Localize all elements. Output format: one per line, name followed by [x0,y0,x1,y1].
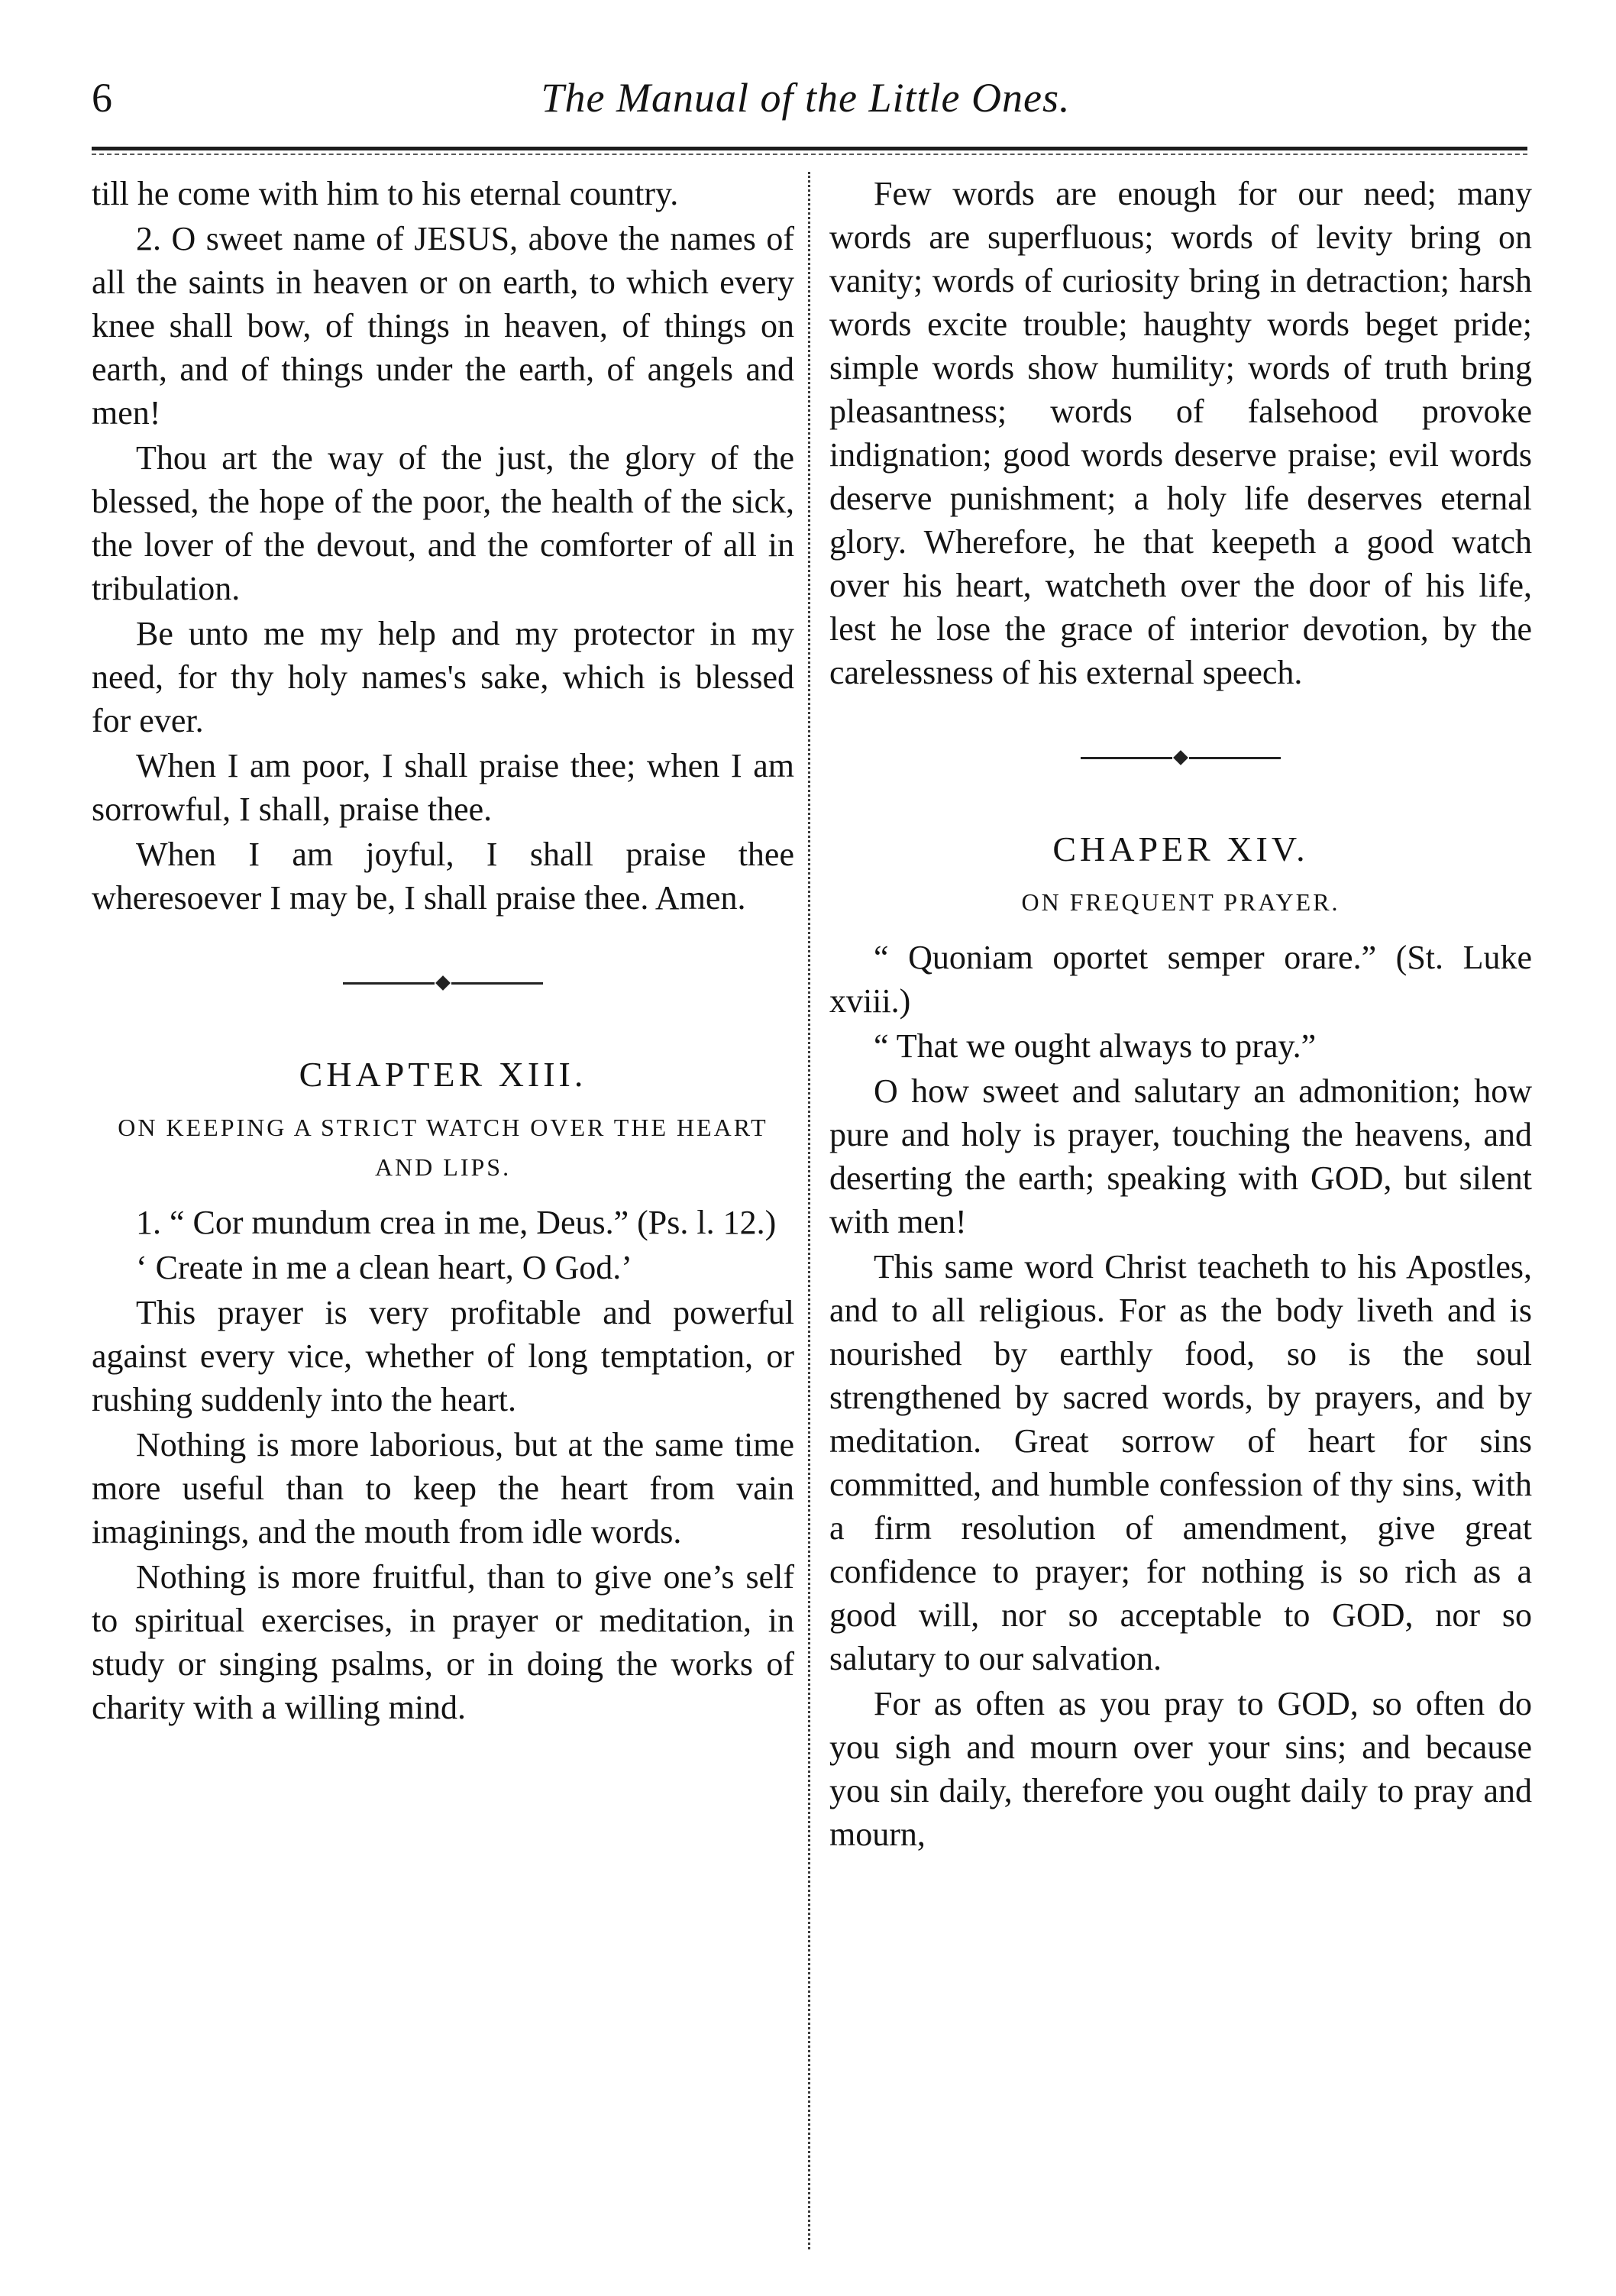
paragraph: When I am joyful, I shall praise thee wheresoever I may be, I shall praise thee. Amen. [92,836,794,917]
ornament-line [1081,757,1172,759]
paragraph: till he come with him to his eternal country. [92,175,679,212]
left-column [92,172,794,1729]
paragraph: This prayer is very profitable and powerful against every vice, whether of long temptation, or rushing suddenly into the heart. [92,1294,794,1418]
paragraph: 2. O sweet name of JESUS, above the names of all the saints in heaven or on earth, to which every knee shall bow, of things in heaven, of things on earth, and of things under the earth, of angels and men! [92,220,794,432]
column-divider [808,172,810,2249]
paragraph: ‘ Create in me a clean heart, O God.’ [136,1249,632,1286]
page-header [84,67,1527,128]
diamond-icon [435,975,451,991]
ornament-line [343,982,435,985]
paragraph: 1. “ Cor mundum crea in me, Deus.” (Ps. l. 12.) [136,1204,777,1241]
running-title: The Manual of the Little Ones. [541,75,1071,121]
paragraph: Nothing is more fruitful, than to give one’s self to spiritual exercises, in prayer or meditation, in study or singing psalms, or in doing the works of charity with a willing mind. [92,1558,794,1726]
diamond-icon [1173,750,1188,765]
right-column [829,172,1532,1856]
paragraph: “ Quoniam oportet semper orare.” (St. Luke xviii.) [829,939,1532,1020]
chapter-subtitle: ON KEEPING A STRICT WATCH OVER THE HEART AND LIPS. [118,1114,768,1181]
chapter-title: CHAPER XIV. [1052,829,1309,868]
chapter-title: CHAPTER XIII. [299,1055,587,1094]
header-rule-secondary [92,154,1527,155]
page-number: 6 [92,75,112,121]
paragraph: O how sweet and salutary an admonition; how pure and holy is prayer, touching the heavens, and deserting the earth; speaking with GOD, but silent with men! [829,1072,1532,1240]
paragraph: Thou art the way of the just, the glory of the blessed, the hope of the poor, the health of the sick, the lover of the devout, and the comforter of all in tribulation. [92,439,794,607]
header-rule [92,147,1527,150]
paragraph: Be unto me my help and my protector in my need, for thy holy names's sake, which is blessed for ever. [92,615,794,739]
ornament-line [1189,757,1281,759]
paragraph: For as often as you pray to GOD, so often do you sigh and mourn over your sins; and because you sin daily, therefore you ought daily to pray and mourn, [829,1685,1532,1853]
paragraph: When I am poor, I shall praise thee; when I am sorrowful, I shall, praise thee. [92,747,794,828]
paragraph: Few words are enough for our need; many words are superfluous; words of levity bring on vanity; words of curiosity bring in detraction; harsh words excite trouble; haughty words beget pride; simple words show humility; words of truth bring pleasantness; words of falsehood provoke indignation; good words deserve praise; evil words deserve punishment; a holy life deserves eternal glory. Wherefore, he that keepeth a good watch over his heart, watcheth over the door of his life, lest he lose the grace of interior devotion, by the carelessness of his external speech. [829,175,1532,691]
paragraph: This same word Christ teacheth to his Apostles, and to all religious. For as the body liveth and is nourished by earthly food, so is the soul strengthened by sacred words, by prayers, and by meditation. Great sorrow of heart for sins committed, and humble confession of thy sins, with a firm resolution of amendment, give great confidence to prayer; for nothing is so rich as a good will, nor so acceptable to GOD, nor so salutary to our salvation. [829,1248,1532,1677]
paragraph: Nothing is more laborious, but at the same time more useful than to keep the heart from vain imaginings, and the mouth from idle words. [92,1426,794,1551]
chapter-subtitle: ON FREQUENT PRAYER. [1021,888,1340,916]
ornament-line [451,982,543,985]
section-ornament [829,739,1532,777]
section-ornament [92,964,794,1002]
paragraph: “ That we ought always to pray.” [874,1027,1317,1065]
